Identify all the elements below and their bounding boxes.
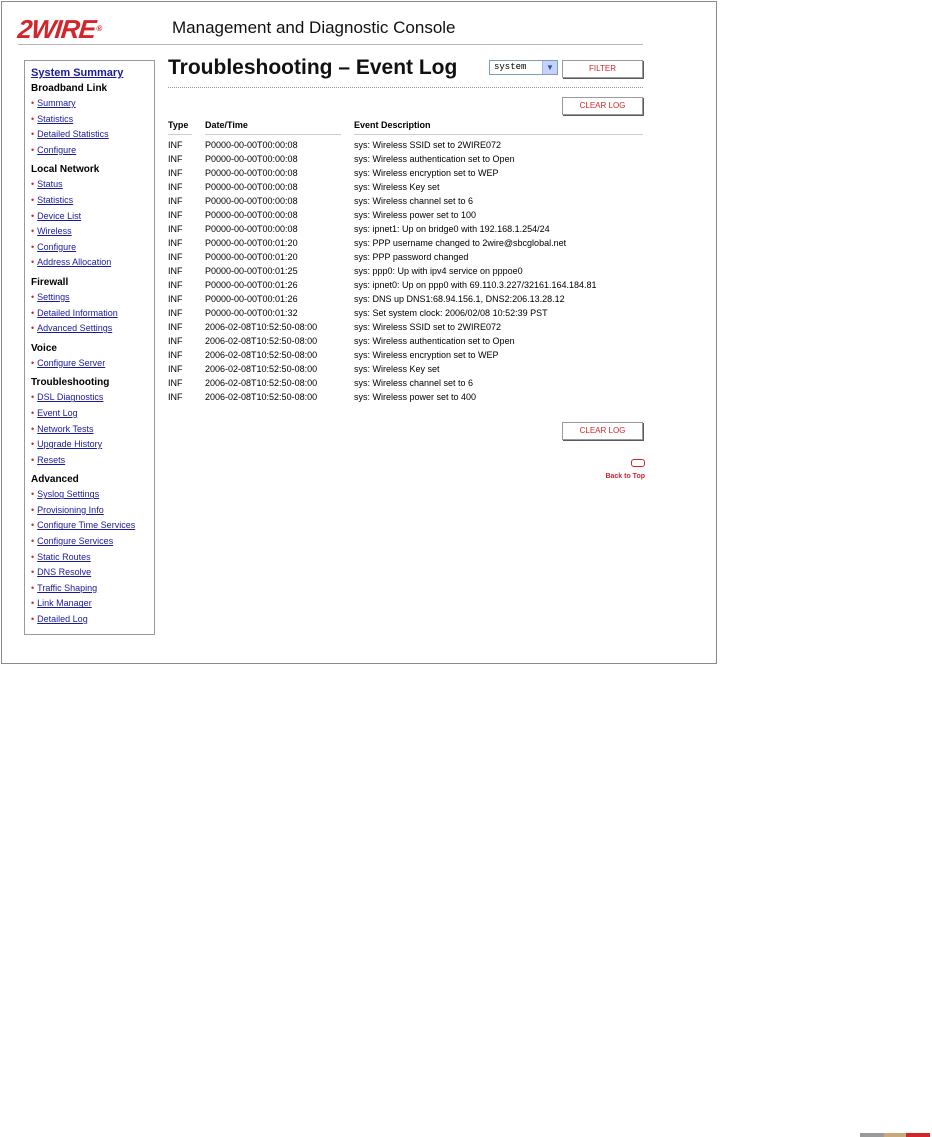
sidebar-item[interactable] bbox=[31, 581, 154, 597]
bullet-icon: • bbox=[31, 291, 35, 302]
page-title: Troubleshooting – Event Log bbox=[168, 56, 458, 79]
cell-datetime: 2006-02-08T10:52:50-08:00 bbox=[205, 322, 318, 332]
bullet-icon: • bbox=[31, 98, 35, 108]
table-row bbox=[168, 250, 648, 264]
table-row bbox=[168, 334, 648, 348]
sidebar-item-link[interactable]: Settings bbox=[37, 291, 70, 302]
cell-description: sys: ipnet1: Up on bridge0 with 192.168.1.254/24 bbox=[354, 224, 550, 234]
sidebar-item[interactable] bbox=[31, 193, 154, 209]
clear-log-button-top[interactable]: CLEAR LOG bbox=[562, 97, 643, 115]
table-row bbox=[168, 390, 648, 404]
cell-datetime: 2006-02-08T10:52:50-08:00 bbox=[205, 392, 318, 402]
bullet-icon: • bbox=[31, 504, 35, 515]
table-row bbox=[168, 348, 648, 362]
sidebar-system-summary-link[interactable]: System Summary bbox=[31, 67, 124, 79]
column-header-datetime: Date/Time bbox=[205, 120, 248, 130]
sidebar-sections bbox=[31, 83, 154, 628]
decorative-color-bar bbox=[860, 1133, 930, 1137]
back-to-top-label: Back to Top bbox=[605, 473, 645, 480]
cell-type: INF bbox=[168, 322, 183, 332]
column-header-description: Event Description bbox=[354, 120, 431, 130]
sidebar-item[interactable] bbox=[31, 177, 154, 193]
bullet-icon: • bbox=[31, 323, 35, 334]
sidebar-section-title: Broadband Link bbox=[31, 83, 108, 94]
table-row bbox=[168, 292, 648, 306]
sidebar-item-link[interactable]: Statistics bbox=[37, 113, 74, 124]
sidebar-item[interactable] bbox=[31, 487, 154, 503]
bullet-icon: • bbox=[31, 194, 35, 205]
title-divider bbox=[168, 87, 643, 88]
cell-description: sys: PPP password changed bbox=[354, 252, 469, 262]
table-row bbox=[168, 180, 648, 194]
cell-datetime: P0000-00-00T00:01:25 bbox=[205, 266, 298, 276]
cell-type: INF bbox=[168, 154, 183, 164]
cell-datetime: P0000-00-00T00:00:08 bbox=[205, 196, 298, 206]
bullet-icon: • bbox=[31, 144, 35, 155]
sidebar-item-link[interactable]: Configure Time Services bbox=[37, 520, 136, 531]
bullet-icon: • bbox=[31, 257, 35, 268]
cell-datetime: P0000-00-00T00:00:08 bbox=[205, 224, 298, 234]
bullet-icon: • bbox=[31, 489, 35, 500]
chevron-down-icon[interactable]: ▼ bbox=[542, 61, 557, 74]
sidebar-item[interactable] bbox=[31, 306, 154, 322]
bullet-icon: • bbox=[31, 210, 35, 221]
sidebar-item-link[interactable]: Statistics bbox=[37, 194, 74, 205]
sidebar-item-link[interactable]: Syslog Settings bbox=[37, 489, 100, 500]
bullet-icon: • bbox=[31, 582, 35, 593]
cell-type: INF bbox=[168, 350, 183, 360]
cell-datetime: P0000-00-00T00:00:08 bbox=[205, 168, 298, 178]
sidebar-section-title: Advanced bbox=[31, 474, 79, 486]
cell-type: INF bbox=[168, 308, 183, 318]
bullet-icon: • bbox=[31, 241, 35, 252]
cell-datetime: P0000-00-00T00:00:08 bbox=[205, 210, 298, 220]
sidebar-item-link[interactable]: Link Manager bbox=[37, 598, 92, 609]
bullet-icon: • bbox=[31, 357, 35, 368]
cell-datetime: 2006-02-08T10:52:50-08:00 bbox=[205, 336, 318, 346]
cell-type: INF bbox=[168, 378, 183, 388]
table-row bbox=[168, 376, 648, 390]
sidebar-item-link[interactable]: Upgrade History bbox=[37, 439, 103, 450]
bullet-icon: • bbox=[31, 598, 35, 609]
table-row bbox=[168, 138, 648, 152]
table-row bbox=[168, 236, 648, 250]
cell-type: INF bbox=[168, 140, 183, 150]
cell-datetime: P0000-00-00T00:01:20 bbox=[205, 238, 298, 248]
clear-log-button-bottom[interactable]: CLEAR LOG bbox=[562, 422, 643, 440]
back-to-top-link[interactable] bbox=[597, 454, 645, 480]
cell-description: sys: Wireless Key set bbox=[354, 364, 440, 374]
event-log-table bbox=[168, 138, 648, 404]
bullet-icon: • bbox=[31, 536, 35, 547]
bullet-icon: • bbox=[31, 179, 35, 190]
sidebar-section-title: Firewall bbox=[31, 276, 69, 288]
cell-datetime: P0000-00-00T00:01:32 bbox=[205, 308, 298, 318]
table-row bbox=[168, 362, 648, 376]
filter-button[interactable]: FILTER bbox=[562, 60, 643, 78]
sidebar-item-link[interactable]: Event Log bbox=[37, 407, 78, 418]
cell-datetime: P0000-00-00T00:01:26 bbox=[205, 280, 298, 290]
sidebar-item[interactable] bbox=[31, 127, 154, 143]
sidebar-item[interactable] bbox=[31, 240, 154, 256]
sidebar-item[interactable] bbox=[31, 290, 154, 306]
cell-description: sys: Set system clock: 2006/02/08 10:52:39 PST bbox=[354, 308, 548, 318]
cell-description: sys: DNS up DNS1:68.94.156.1, DNS2:206.13.28.12 bbox=[354, 294, 565, 304]
sidebar-item-link[interactable]: Provisioning Info bbox=[37, 504, 104, 515]
cell-description: sys: Wireless power set to 400 bbox=[354, 392, 477, 402]
sidebar-item[interactable] bbox=[31, 255, 154, 271]
cell-datetime: P0000-00-00T00:00:08 bbox=[205, 182, 298, 192]
bullet-icon: • bbox=[31, 551, 35, 562]
header-divider bbox=[18, 44, 643, 45]
sidebar-item-link[interactable]: Device List bbox=[37, 210, 82, 221]
sidebar-item[interactable] bbox=[31, 406, 154, 422]
bullet-icon: • bbox=[31, 407, 35, 418]
sidebar-item-link[interactable]: Status bbox=[37, 179, 63, 190]
column-header-underline bbox=[205, 134, 341, 135]
sidebar-item[interactable] bbox=[31, 390, 154, 406]
cell-description: sys: Wireless SSID set to 2WIRE072 bbox=[354, 140, 502, 150]
sidebar-item-link[interactable]: Detailed Statistics bbox=[37, 129, 109, 140]
bullet-icon: • bbox=[31, 567, 35, 578]
cell-type: INF bbox=[168, 336, 183, 346]
cell-description: sys: ipnet0: Up on ppp0 with 69.110.3.227/32161.164.184.81 bbox=[354, 280, 597, 290]
cell-datetime: P0000-00-00T00:00:08 bbox=[205, 140, 298, 150]
sidebar-item-link[interactable]: Wireless bbox=[37, 226, 72, 237]
bullet-icon: • bbox=[31, 439, 35, 450]
sidebar-item[interactable] bbox=[31, 503, 154, 519]
cell-type: INF bbox=[168, 196, 183, 206]
cell-type: INF bbox=[168, 280, 183, 290]
log-filter-select[interactable] bbox=[489, 60, 558, 75]
cell-type: INF bbox=[168, 266, 183, 276]
sidebar-item-link[interactable]: Detailed Information bbox=[37, 307, 118, 318]
sidebar-item[interactable] bbox=[31, 224, 154, 240]
table-row bbox=[168, 320, 648, 334]
sidebar-item[interactable] bbox=[31, 96, 154, 112]
sidebar-item-link[interactable]: Traffic Shaping bbox=[37, 582, 98, 593]
cell-datetime: 2006-02-08T10:52:50-08:00 bbox=[205, 364, 318, 374]
sidebar-item[interactable] bbox=[31, 518, 154, 534]
sidebar-item-link[interactable]: Static Routes bbox=[37, 551, 91, 562]
cell-type: INF bbox=[168, 210, 183, 220]
2wire-logo[interactable]: 2WIRE® bbox=[16, 14, 102, 44]
cell-datetime: P0000-00-00T00:01:20 bbox=[205, 252, 298, 262]
cell-type: INF bbox=[168, 364, 183, 374]
cell-type: INF bbox=[168, 168, 183, 178]
table-row bbox=[168, 278, 648, 292]
sidebar-item[interactable] bbox=[31, 596, 154, 612]
cell-type: INF bbox=[168, 392, 183, 402]
cell-description: sys: Wireless encryption set to WEP bbox=[354, 168, 499, 178]
table-row bbox=[168, 222, 648, 236]
cell-type: INF bbox=[168, 182, 183, 192]
bullet-icon: • bbox=[31, 614, 35, 625]
sidebar-item[interactable] bbox=[31, 437, 154, 453]
cell-description: sys: Wireless power set to 100 bbox=[354, 210, 477, 220]
sidebar-item-link[interactable]: Resets bbox=[37, 454, 66, 465]
cell-datetime: 2006-02-08T10:52:50-08:00 bbox=[205, 350, 318, 360]
sidebar-item[interactable] bbox=[31, 321, 154, 337]
cell-description: sys: Wireless Key set bbox=[354, 182, 440, 192]
cell-datetime: P0000-00-00T00:00:08 bbox=[205, 154, 298, 164]
cell-datetime: 2006-02-08T10:52:50-08:00 bbox=[205, 378, 318, 388]
cell-type: INF bbox=[168, 224, 183, 234]
column-header-underline bbox=[168, 134, 192, 135]
sidebar-item[interactable] bbox=[31, 612, 154, 628]
cell-description: sys: Wireless authentication set to Open bbox=[354, 154, 515, 164]
sidebar-item[interactable] bbox=[31, 112, 154, 128]
sidebar-item-link[interactable]: Network Tests bbox=[37, 423, 94, 434]
sidebar-item[interactable] bbox=[31, 534, 154, 550]
cell-type: INF bbox=[168, 238, 183, 248]
sidebar-item[interactable] bbox=[31, 143, 154, 159]
sidebar-item[interactable] bbox=[31, 550, 154, 566]
table-row bbox=[168, 306, 648, 320]
console-title: Management and Diagnostic Console bbox=[172, 18, 456, 37]
cell-type: INF bbox=[168, 252, 183, 262]
bullet-icon: • bbox=[31, 520, 35, 531]
sidebar-item[interactable] bbox=[31, 356, 154, 372]
cell-description: sys: PPP username changed to 2wire@sbcglobal.net bbox=[354, 238, 567, 248]
sidebar-item[interactable] bbox=[31, 209, 154, 225]
table-row bbox=[168, 194, 648, 208]
cell-type: INF bbox=[168, 294, 183, 304]
back-to-top-icon bbox=[631, 459, 645, 467]
cell-description: sys: ppp0: Up with ipv4 service on pppoe0 bbox=[354, 266, 523, 276]
sidebar-item-link[interactable]: Detailed Log bbox=[37, 614, 88, 625]
column-header-underline bbox=[354, 134, 643, 135]
sidebar-item-link[interactable]: Configure Services bbox=[37, 536, 114, 547]
sidebar-item-link[interactable]: Address Allocation bbox=[37, 257, 112, 268]
table-row bbox=[168, 152, 648, 166]
bullet-icon: • bbox=[31, 423, 35, 434]
cell-description: sys: Wireless SSID set to 2WIRE072 bbox=[354, 322, 502, 332]
bullet-icon: • bbox=[31, 129, 35, 140]
table-row bbox=[168, 264, 648, 278]
sidebar-item-link[interactable]: Configure Server bbox=[37, 357, 106, 368]
sidebar-section-title: Voice bbox=[31, 342, 57, 354]
cell-description: sys: Wireless encryption set to WEP bbox=[354, 350, 499, 360]
sidebar-item-link[interactable]: Advanced Settings bbox=[37, 323, 113, 334]
sidebar-item-link[interactable]: DNS Resolve bbox=[37, 567, 92, 578]
bullet-icon: • bbox=[31, 454, 35, 465]
table-row bbox=[168, 208, 648, 222]
sidebar-item[interactable] bbox=[31, 422, 154, 438]
column-header-type: Type bbox=[168, 120, 189, 130]
sidebar-item-link[interactable]: Configure bbox=[37, 241, 77, 252]
cell-description: sys: Wireless authentication set to Open bbox=[354, 336, 515, 346]
sidebar-item-link[interactable]: DSL Diagnostics bbox=[37, 392, 104, 403]
sidebar-item-link[interactable]: Summary bbox=[37, 98, 76, 108]
bullet-icon: • bbox=[31, 113, 35, 124]
table-row bbox=[168, 166, 648, 180]
sidebar-section-title: Troubleshooting bbox=[31, 377, 110, 389]
filter-selected-value: system bbox=[494, 62, 527, 72]
sidebar-nav bbox=[24, 60, 155, 635]
sidebar-item[interactable] bbox=[31, 565, 154, 581]
cell-description: sys: Wireless channel set to 6 bbox=[354, 196, 474, 206]
sidebar-section-title: Local Network bbox=[31, 164, 100, 176]
bullet-icon: • bbox=[31, 226, 35, 237]
cell-description: sys: Wireless channel set to 6 bbox=[354, 378, 474, 388]
cell-datetime: P0000-00-00T00:01:26 bbox=[205, 294, 298, 304]
bullet-icon: • bbox=[31, 392, 35, 403]
sidebar-item[interactable] bbox=[31, 453, 154, 469]
sidebar-item-link[interactable]: Configure bbox=[37, 144, 77, 155]
bullet-icon: • bbox=[31, 307, 35, 318]
